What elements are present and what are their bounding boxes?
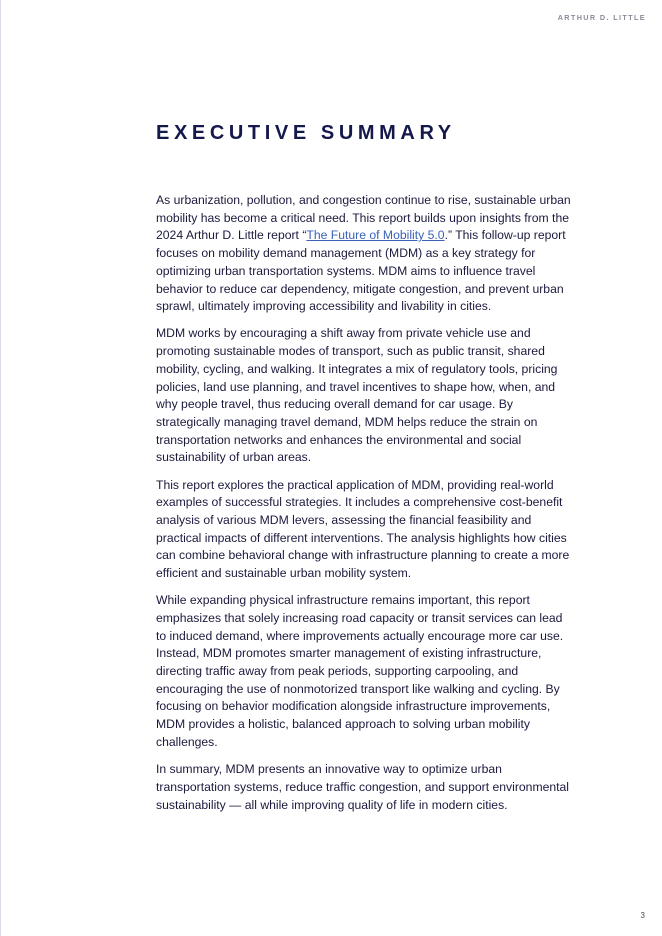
paragraph-report-scope: This report explores the practical application of MDM, providing real-world examples of successful strategies. It includes a comprehensive cost-benefit analysis of various MDM levers, assessing the financial feasibility and practical impacts of different interventions. The analysis highlights how cities can combine behavioral change with infrastructure planning to create a more efficient and sustainable urban mobility system. (156, 477, 570, 581)
paragraph-intro (156, 192, 574, 316)
paragraph-infrastructure: While expanding physical infrastructure remains important, this report emphasizes that solely increasing road capacity or transit services can lead to induced demand, where improvements actually encourage more car use. Instead, MDM promotes smarter management of existing infrastructure, directing traffic away from peak periods, supporting carpooling, and encouraging the use of nonmotorized transport like walking and cycling. By focusing on behavior modification alongside infrastructure improvements, MDM provides a holistic, balanced approach to solving urban mobility challenges. (156, 593, 564, 749)
intro-text-before-link: As urbanization, pollution, and congestion continue to rise, sustainable urban mobility has become a critical need. This report builds upon insights from the 2024 Arthur D. Little report “ (156, 193, 571, 243)
page-number: 3 (640, 911, 645, 920)
paragraph-how-mdm-works: MDM works by encouraging a shift away from private vehicle use and promoting sustainable modes of transport, such as public transit, shared mobility, cycling, and walking. It integrates a mix of regulatory tools, pricing policies, land use planning, and travel incentives to shape how, when, and why people travel, thus reducing overall demand for car usage. By strategically managing travel demand, MDM helps reduce the strain on transportation networks and enhances the environmental and social sustainability of urban areas. (156, 326, 558, 465)
page-edge-rule (0, 0, 1, 936)
intro-text-after-link: .” This follow-up report focuses on mobility demand management (MDM) as a key strategy for optimizing urban transportation systems. MDM aims to influence travel behavior to reduce car dependency, mitigate congestion, and prevent urban sprawl, ultimately improving accessibility and livability in cities. (156, 228, 566, 314)
executive-summary-body (156, 192, 574, 824)
paragraph-conclusion: In summary, MDM presents an innovative way to optimize urban transportation systems, reduce traffic congestion, and support environmental sustainability — all while improving quality of life in modern cities. (156, 762, 570, 812)
brand-header: ARTHUR D. LITTLE (557, 13, 646, 22)
report-link[interactable]: The Future of Mobility 5.0 (306, 228, 445, 243)
page-title: EXECUTIVE SUMMARY (156, 122, 456, 144)
